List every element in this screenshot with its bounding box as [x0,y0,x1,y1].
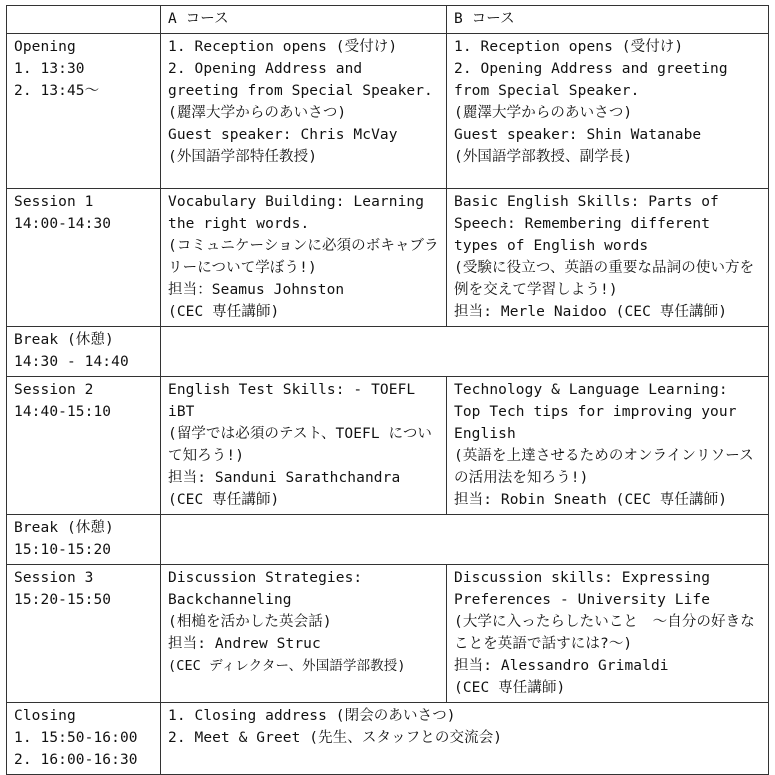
session-3-b-desc: (大学に入ったらしたいこと ～自分の好きなことを英語で話すには?～) [454,614,755,652]
session-1-row [7,189,769,327]
opening-b-address: 2. Opening Address and greeting from Special Speaker. [454,61,728,99]
session-1-course-b-cell [447,189,769,327]
session-2-label: Session 2 [14,382,94,398]
break-1-time: 14:30 - 14:40 [14,354,129,370]
opening-a-greeting-jp: (麗澤大学からのあいさつ) [168,105,347,121]
opening-a-guest-role: (外国語学部特任教授) [168,149,318,165]
session-2-row [7,377,769,515]
closing-label-cell [7,703,161,775]
opening-row [7,34,769,189]
closing-item-1: 1. Closing address (閉会のあいさつ) [168,708,456,724]
course-a-label: A コース [168,11,229,27]
opening-b-reception: 1. Reception opens (受付け) [454,39,684,55]
session-2-a-title: English Test Skills: - TOEFL iBT [168,382,416,420]
header-course-a [161,6,447,34]
break-2-label: Break (休憩) [14,520,114,536]
opening-b-guest-role: (外国語学部教授、副学長) [454,149,633,165]
opening-label: Opening [14,39,76,55]
break-2-time: 15:10-15:20 [14,542,112,558]
session-1-a-role: (CEC 専任講師) [168,304,280,320]
closing-time-2: 2. 16:00-16:30 [14,752,138,768]
break-2-empty-cell [161,515,769,565]
break-1-label: Break (休憩) [14,332,114,348]
opening-b-greeting-jp: (麗澤大学からのあいさつ) [454,105,633,121]
break-1-empty-cell [161,327,769,377]
session-1-b-instructor: 担当: Merle Naidoo (CEC 専任講師) [454,304,728,320]
closing-row [7,703,769,775]
session-1-label: Session 1 [14,194,94,210]
session-1-course-a-cell [161,189,447,327]
session-2-a-desc: (留学では必須のテスト、TOEFL について知ろう!) [168,426,433,464]
opening-time-2: 2. 13:45～ [14,83,100,99]
session-3-a-desc: (相槌を活かした英会話) [168,614,332,630]
session-1-a-title: Vocabulary Building: Learning the right words. [168,194,425,232]
session-2-b-title: Technology & Language Learning: Top Tech tips for improving your English [454,382,737,442]
header-blank-cell [7,6,161,34]
session-3-b-instructor: 担当: Alessandro Grimaldi [454,658,669,674]
session-2-label-cell [7,377,161,515]
session-2-course-a-cell [161,377,447,515]
session-3-time: 15:20-15:50 [14,592,112,608]
session-1-label-cell [7,189,161,327]
opening-course-a-cell [161,34,447,189]
session-3-b-title: Discussion skills: Expressing Preferences - University Life [454,570,711,608]
break-1-label-cell [7,327,161,377]
opening-course-b-cell [447,34,769,189]
opening-a-address: 2. Opening Address and greeting from Special Speaker. [168,61,433,99]
session-3-row [7,565,769,703]
header-course-b [447,6,769,34]
opening-b-guest-speaker: Guest speaker: Shin Watanabe [454,127,702,143]
session-1-b-desc: (受験に役立つ、英語の重要な品詞の使い方を例を交えて学習しよう!) [454,260,755,298]
break-1-row [7,327,769,377]
session-2-time: 14:40-15:10 [14,404,112,420]
opening-a-reception: 1. Reception opens (受付け) [168,39,398,55]
session-2-a-instructor: 担当: Sanduni Sarathchandra [168,470,401,486]
session-1-a-desc: (コミュニケーションに必須のボキャブラリーについて学ぼう!) [168,238,439,276]
schedule-table [6,5,769,775]
session-3-label-cell [7,565,161,703]
session-3-a-role: (CEC ディレクター、外国語学部教授) [168,658,406,674]
header-row [7,6,769,34]
closing-item-2: 2. Meet & Greet (先生、スタッフとの交流会) [168,730,503,746]
closing-label: Closing [14,708,76,724]
course-b-label: B コース [454,11,515,27]
closing-items-cell [161,703,769,775]
break-2-label-cell [7,515,161,565]
closing-time-1: 1. 15:50-16:00 [14,730,138,746]
session-2-course-b-cell [447,377,769,515]
opening-label-cell [7,34,161,189]
session-2-a-role: (CEC 専任講師) [168,492,280,508]
opening-a-guest-speaker: Guest speaker: Chris McVay [168,127,398,143]
session-2-b-desc: (英語を上達させるためのオンラインリソースの活用法を知ろう!) [454,448,754,486]
session-3-a-title: Discussion Strategies: Backchanneling [168,570,363,608]
session-3-a-instructor: 担当: Andrew Struc [168,636,321,652]
session-1-b-title: Basic English Skills: Parts of Speech: Remembering different types of English words [454,194,719,254]
session-3-b-role: (CEC 専任講師) [454,680,566,696]
session-1-time: 14:00-14:30 [14,216,112,232]
session-2-b-instructor: 担当: Robin Sneath (CEC 専任講師) [454,492,728,508]
session-3-course-a-cell [161,565,447,703]
session-1-a-instructor: 担当：Seamus Johnston [168,282,345,298]
session-3-label: Session 3 [14,570,94,586]
opening-time-1: 1. 13:30 [14,61,85,77]
break-2-row [7,515,769,565]
session-3-course-b-cell [447,565,769,703]
